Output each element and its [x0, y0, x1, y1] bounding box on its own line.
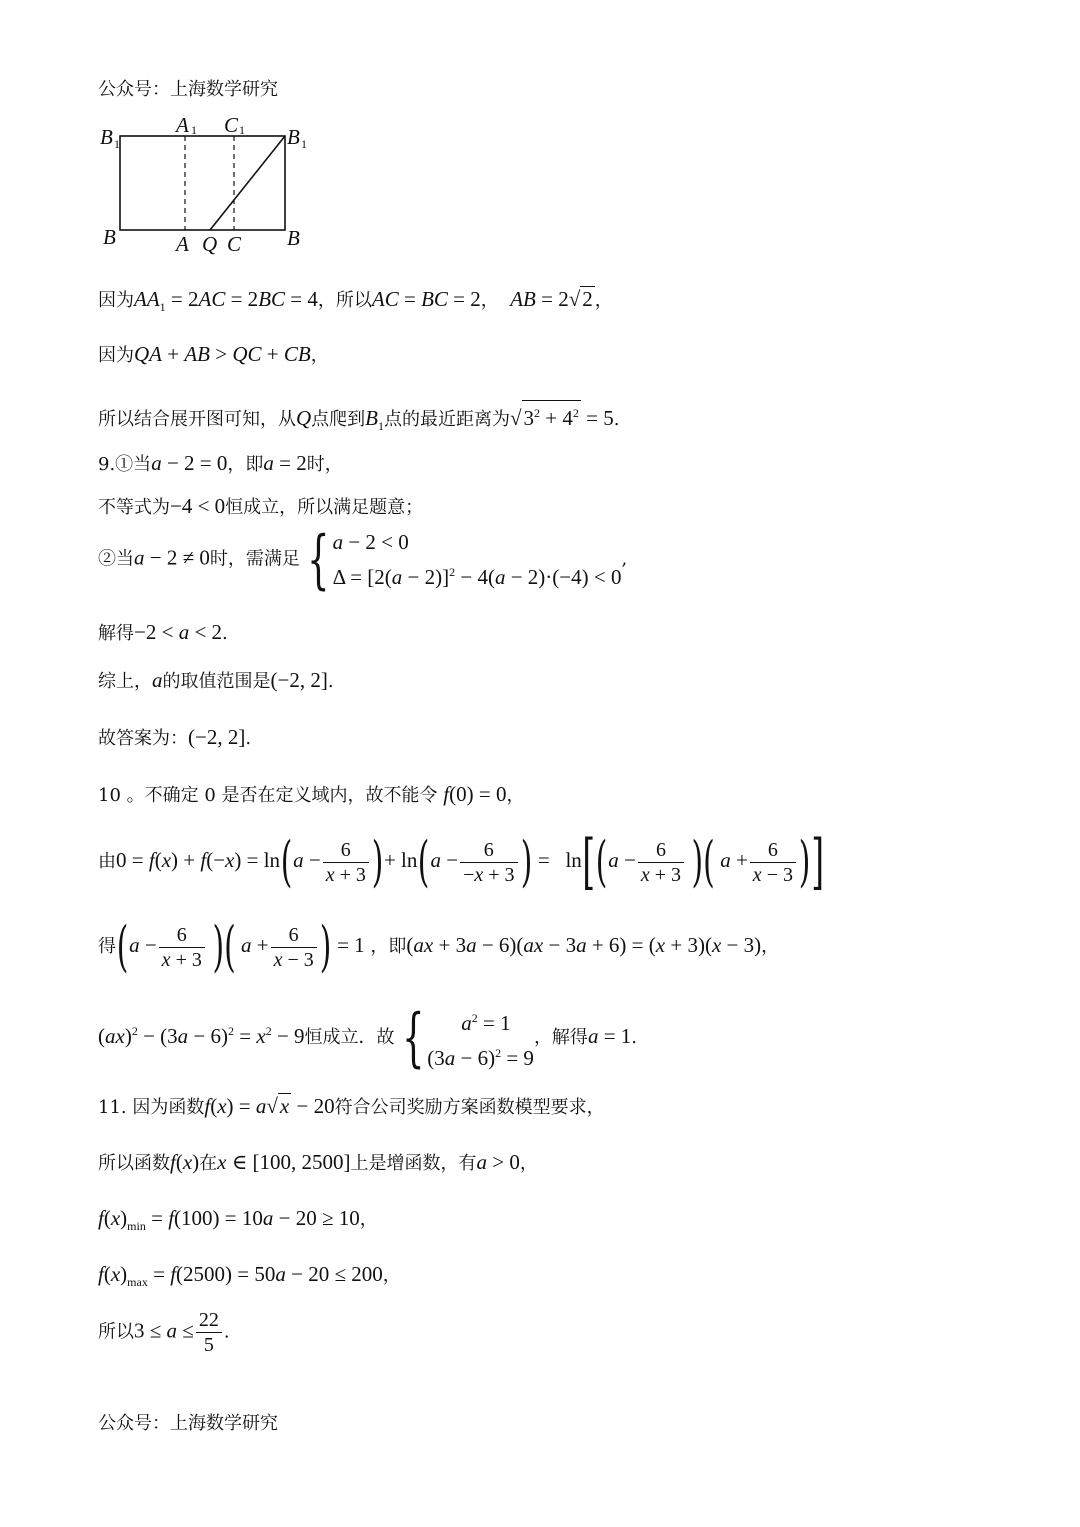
segment-QB1 [210, 136, 285, 230]
svg-text:1: 1 [301, 137, 307, 151]
label-C1: C [224, 113, 239, 137]
rectangle-outline [120, 136, 285, 230]
svg-text:1: 1 [114, 137, 120, 151]
p11-line2: 所以函数f(x)在x ∈ [100, 2500]上是增函数，有a > 0， [98, 1150, 538, 1174]
svg-text:1: 1 [191, 123, 197, 137]
p9-line5: 综上，a的取值范围是(−2, 2]. [98, 668, 334, 692]
page-footer: 公众号：上海数学研究 [98, 1413, 278, 1434]
label-A1: A [176, 113, 189, 137]
svg-text:1: 1 [239, 123, 245, 137]
p10-line3: 得(a − $\frac{6}{x + 3}$ )( a + $\frac{6}{x - 3}$ ) = 1 ，即(ax + 3a − 6)(ax − 3a + 6) = (x + 3)(x − 3)， [98, 915, 780, 978]
unfolded-prism-diagram [98, 112, 318, 257]
p9-line1: 9.①当a − 2 = 0，即a = 2时， [98, 451, 343, 475]
p9-line6: 故答案为：(−2, 2]. [98, 725, 252, 749]
p8-line2: 因为QA + AB > QC + CB， [98, 342, 329, 366]
p8-line1: 因为$AA_1 = 2AC = 2BC = 4$，所以AC = BC = 2， AB = 2√2 ， [98, 287, 613, 315]
p9-line4: 解得−2 < a < 2. [98, 620, 228, 644]
label-C: C [227, 232, 242, 256]
label-Q: Q [202, 232, 218, 256]
p11-line4: $f(x)_{max} = f(2500) = 50a - 20 \le 200$， [98, 1262, 401, 1290]
label-B1-right: B [287, 125, 300, 149]
label-B-right: B [287, 226, 300, 250]
label-A: A [176, 232, 189, 256]
p8-line3: 所以结合展开图可知，从Q点爬到$B_1$点的最近距离为$√3^2 + 4^2 = 5$. [98, 400, 619, 438]
page-header: 公众号：上海数学研究 [98, 79, 278, 100]
p11-line5: 所以3 ≤ a ≤ $\frac{22}{5}$ . [98, 1309, 230, 1356]
p9-line3: ②当a − 2 ≠ 0时，需满足 { a − 2 < 0 $\Delta = [2(a - 2)]^2 - 4(a - 2)\cdot(-4) < 0$ , [98, 522, 628, 597]
label-B-left: B [103, 225, 116, 249]
p11-line1: 11. 因为函数f(x) = a√x − 20符合公司奖励方案函数模型要求， [98, 1094, 605, 1118]
p9-line2: 不等式为−4 < 0恒成立，所以满足题意； [98, 494, 424, 518]
p10-line1: 10 。不确定 0 是否在定义域内，故不能令 f(0) = 0， [98, 782, 525, 806]
p11-line3: $f(x)_{min} = f(100) = 10a - 20 \ge 10$， [98, 1206, 378, 1234]
p10-line4: $(ax)^2 - (3a - 6)^2 = x^2 - 9$恒成立．故 { $a^2 = 1$ $(3a - 6)^2 = 9$ ，解得a = 1. [98, 1001, 638, 1075]
label-B1-left: B [100, 125, 113, 149]
p10-line2: 由0 = f(x) + f(−x) = ln(a − $\frac{6}{x + 3}$ )+ ln(a − $\frac{6}{-x + 3}$ ) = ln[(a − $\frac{6}{x + 3}$ )( a + $\frac{6}{x - 3}$ )] [98, 827, 825, 897]
